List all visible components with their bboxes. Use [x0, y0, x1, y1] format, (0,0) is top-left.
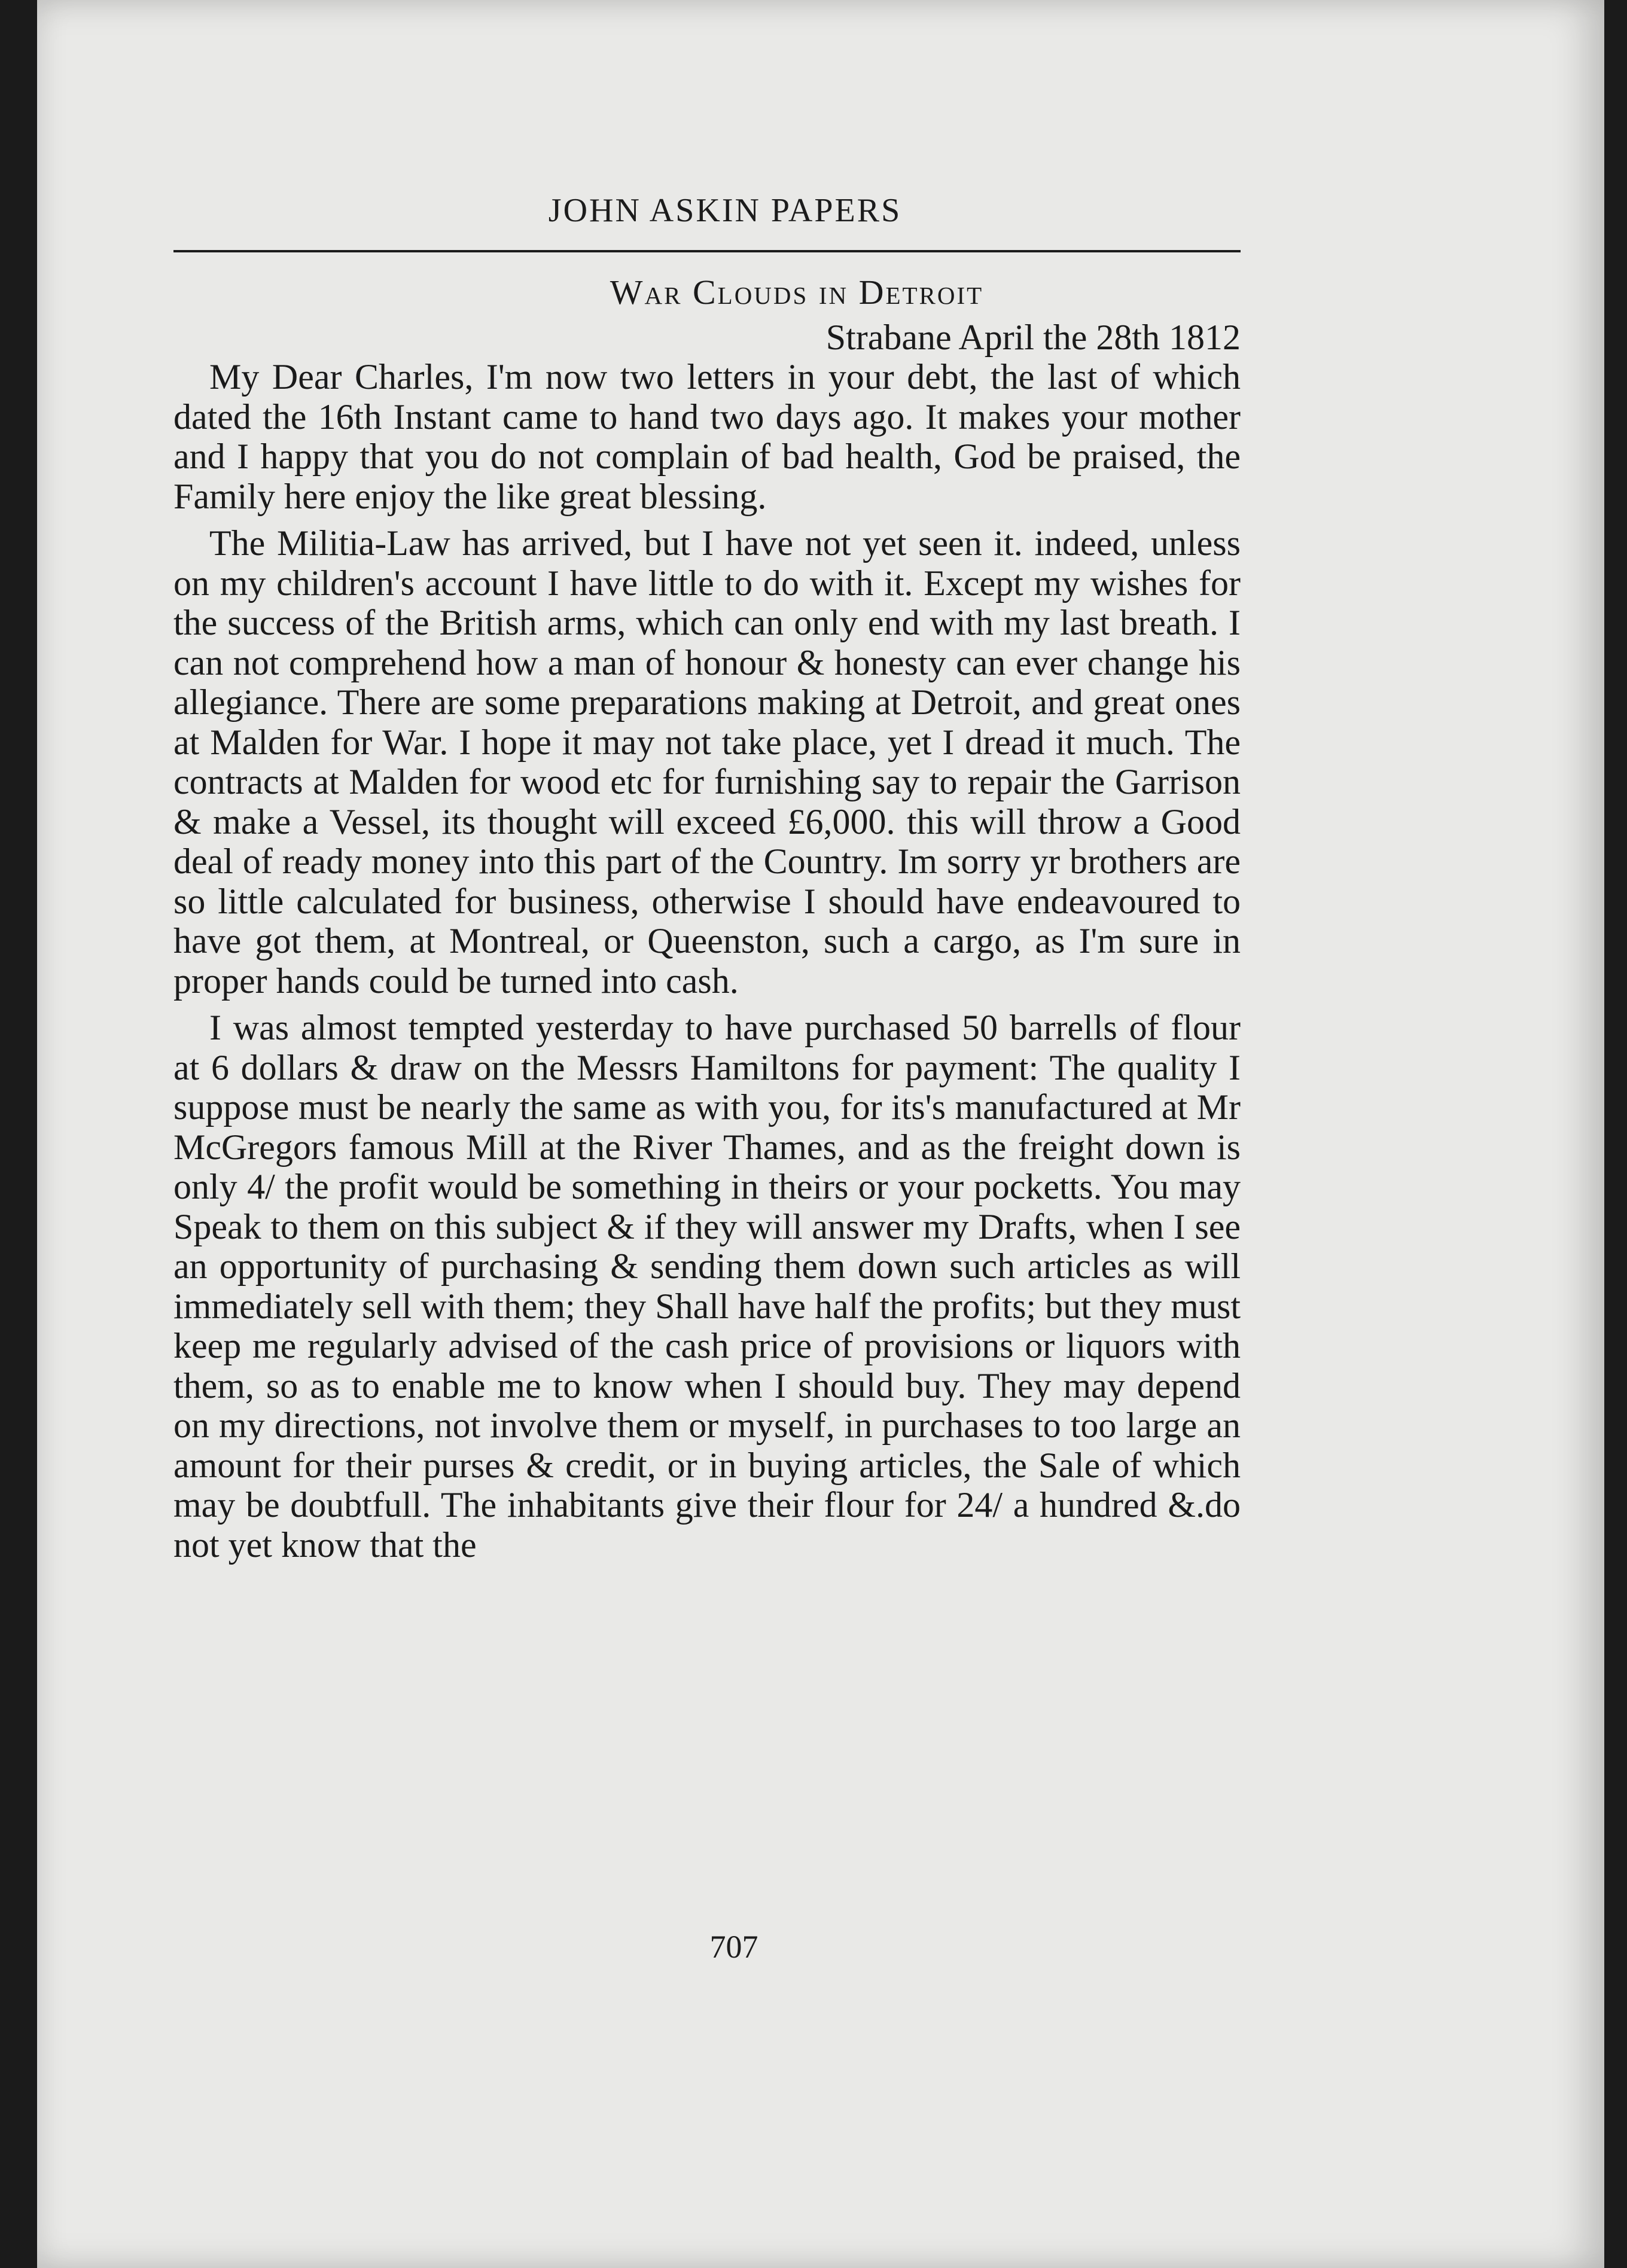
page-number: 707 [709, 1929, 758, 1965]
section-heading: War Clouds in Detroit [610, 273, 984, 312]
header-rule [173, 250, 1241, 252]
paragraph-3: I was almost tempted yesterday to have purchased 50 barrells of flour at 6 dollars & draw on the Messrs Hamiltons for payment: The quality I suppose must be nearly the same as with you, for its's manufactured at Mr McGregors famous Mill at the River Thames, and as the freight down is only 4/ the profit would be something in theirs or your pocketts. You may Speak to them on this subject & if they will answer my Drafts, when I see an opportunity of purchasing & sending them down such articles as will immediately sell with them; they Shall have half the profits; but they must keep me regularly advised of the cash price of provisions or liquors with them, so as to enable me to know when I should buy. They may depend on my directions, not involve them or myself, in purchases to too large an amount for their purses & credit, or in buying articles, the Sale of which may be doubtfull. The inhabitants give their flour for 24/ a hundred &.do not yet know that the [173, 1008, 1241, 1565]
running-head: JOHN ASKIN PAPERS [548, 192, 902, 229]
paragraph-1: My Dear Charles, I'm now two letters in your debt, the last of which dated the 16th Instant came to hand two days ago. It makes your mother and I happy that you do not complain of bad health, God be praised, the Family here enjoy the like great blessing. [173, 357, 1241, 516]
paragraph-2: The Militia-Law has arrived, but I have not yet seen it. indeed, unless on my children's account I have little to do with it. Except my wishes for the success of the British arms, which can only end with my last breath. I can not comprehend how a man of honour & honesty can ever change his allegiance. There are some preparations making at Detroit, and great ones at Malden for War. I hope it may not take place, yet I dread it much. The contracts at Malden for wood etc for furnishing say to repair the Garrison & make a Vessel, its thought will exceed £6,000. this will throw a Good deal of ready money into this part of the Country. Im sorry yr brothers are so little calculated for business, otherwise I should have endeavoured to have got them, at Montreal, or Queenston, such a cargo, as I'm sure in proper hands could be turned into cash. [173, 523, 1241, 1001]
book-page [37, 0, 1604, 2268]
letter-body [173, 273, 1241, 1565]
dateline: Strabane April the 28th 1812 [825, 317, 1241, 357]
